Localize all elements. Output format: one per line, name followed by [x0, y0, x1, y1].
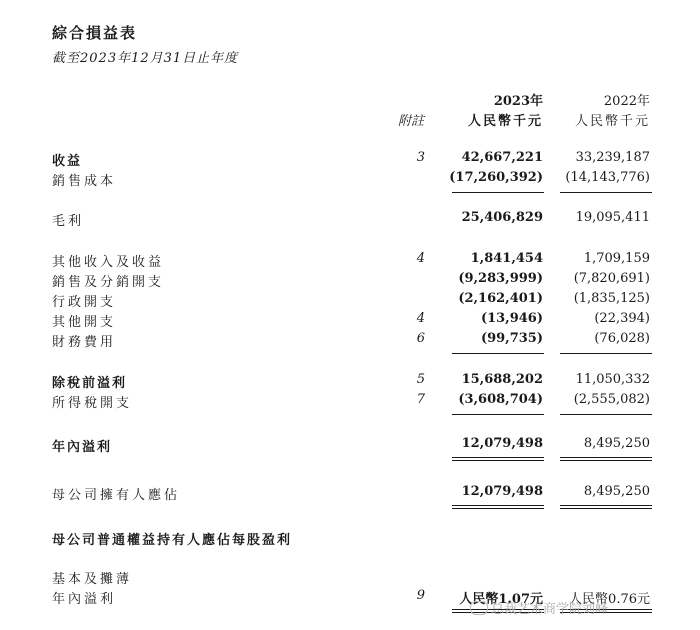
row-value-2023: 15,688,202	[461, 372, 543, 387]
row-value-2022: (14,143,776)	[565, 170, 650, 185]
row-value-2023: (3,608,704)	[458, 392, 543, 407]
row-value-2023: 12,079,498	[461, 436, 543, 451]
row-cost-of-sales	[0, 170, 700, 190]
row-value-2023: (17,260,392)	[449, 170, 543, 185]
row-value-2022: (76,028)	[594, 331, 650, 346]
row-value-2023: (13,946)	[480, 311, 543, 326]
row-value-2022: 1,709,159	[583, 251, 650, 266]
header-year-2023: 2023年	[493, 94, 543, 109]
row-note: 7	[416, 392, 425, 407]
total-rule-2022	[560, 505, 652, 506]
header-unit-2023: 人民幣千元	[467, 114, 543, 129]
header-note: 附註	[398, 114, 425, 129]
row-value-2023: 人民幣1.07元	[459, 592, 543, 607]
row-label: 毛利	[52, 214, 85, 229]
row-label: 銷售及分銷開支	[52, 275, 165, 290]
subtotal-rule-2022	[560, 414, 652, 415]
row-label: 銷售成本	[52, 174, 117, 189]
row-value-2022: (7,820,691)	[573, 271, 650, 286]
row-other-income	[0, 251, 700, 271]
weibo-icon	[470, 601, 488, 615]
row-value-2022: 33,239,187	[575, 150, 650, 165]
row-value-2022: 8,495,250	[583, 436, 650, 451]
row-value-2023: (2,162,401)	[458, 291, 543, 306]
subtotal-rule-2023	[452, 414, 544, 415]
statement-title: 綜合損益表	[52, 24, 138, 42]
row-note: 4	[416, 251, 425, 266]
row-selling-expenses	[0, 271, 700, 291]
row-value-2022: 19,095,411	[575, 210, 650, 225]
subtotal-rule-2023	[452, 192, 544, 193]
row-value-2022: (2,555,082)	[573, 392, 650, 407]
row-gross-profit	[0, 210, 700, 230]
row-label: 行政開支	[52, 295, 117, 310]
total-rule-2023	[452, 505, 544, 506]
header-unit-2022: 人民幣千元	[574, 114, 650, 129]
row-value-2023: 25,406,829	[461, 210, 543, 225]
row-profit-for-year	[0, 436, 700, 456]
subtotal-rule-2022	[560, 192, 652, 193]
row-label: 所得稅開支	[52, 396, 133, 411]
row-value-2022: 人民幣0.76元	[569, 592, 650, 607]
total-rule-2022	[560, 457, 652, 458]
eps-heading-row	[0, 529, 700, 549]
total-rule-2023	[452, 457, 544, 458]
row-label: 其他收入及收益	[52, 255, 165, 270]
total-rule-2023	[452, 460, 544, 461]
row-label: 其他開支	[52, 315, 117, 330]
row-finance-costs	[0, 331, 700, 351]
row-income-tax	[0, 392, 700, 412]
row-value-2022: (22,394)	[594, 311, 650, 326]
statement-period: 截至2023年12月31日止年度	[52, 51, 239, 66]
row-label: 母公司擁有人應佔	[52, 488, 181, 503]
row-label: 年內溢利	[52, 440, 113, 455]
row-other-expenses	[0, 311, 700, 331]
row-note: 4	[416, 311, 425, 326]
header-year-2022: 2022年	[603, 94, 650, 109]
row-label: 除稅前溢利	[52, 376, 128, 391]
row-note: 3	[416, 150, 425, 165]
subtotal-rule-2022	[560, 353, 652, 354]
row-note: 6	[416, 331, 425, 346]
watermark-text: 总裁艺术商学院刘峰	[491, 602, 609, 617]
row-value-2022: (1,835,125)	[573, 291, 650, 306]
row-attributable-owners	[0, 484, 700, 504]
row-value-2023: 42,667,221	[461, 150, 543, 165]
total-rule-2023	[452, 508, 544, 509]
row-value-2023: (9,283,999)	[458, 271, 543, 286]
row-label: 財務費用	[52, 335, 117, 350]
row-value-2022: 8,495,250	[583, 484, 650, 499]
row-revenue	[0, 150, 700, 170]
eps-label: 基本及攤薄	[52, 572, 133, 587]
watermark	[470, 598, 608, 617]
row-profit-before-tax	[0, 372, 700, 392]
eps-label-row	[0, 568, 700, 588]
row-value-2023: (99,735)	[480, 331, 543, 346]
row-value-2023: 1,841,454	[470, 251, 543, 266]
subtotal-rule-2023	[452, 353, 544, 354]
row-note: 5	[416, 372, 425, 387]
total-rule-2022	[560, 460, 652, 461]
row-value-2022: 11,050,332	[575, 372, 650, 387]
eps-heading: 母公司普通權益持有人應佔每股盈利	[52, 533, 293, 548]
total-rule-2022	[560, 508, 652, 509]
row-label: 收益	[52, 154, 83, 169]
row-value-2023: 12,079,498	[461, 484, 543, 499]
row-admin-expenses	[0, 291, 700, 311]
row-label: 年內溢利	[52, 592, 117, 607]
row-note: 9	[416, 588, 425, 603]
